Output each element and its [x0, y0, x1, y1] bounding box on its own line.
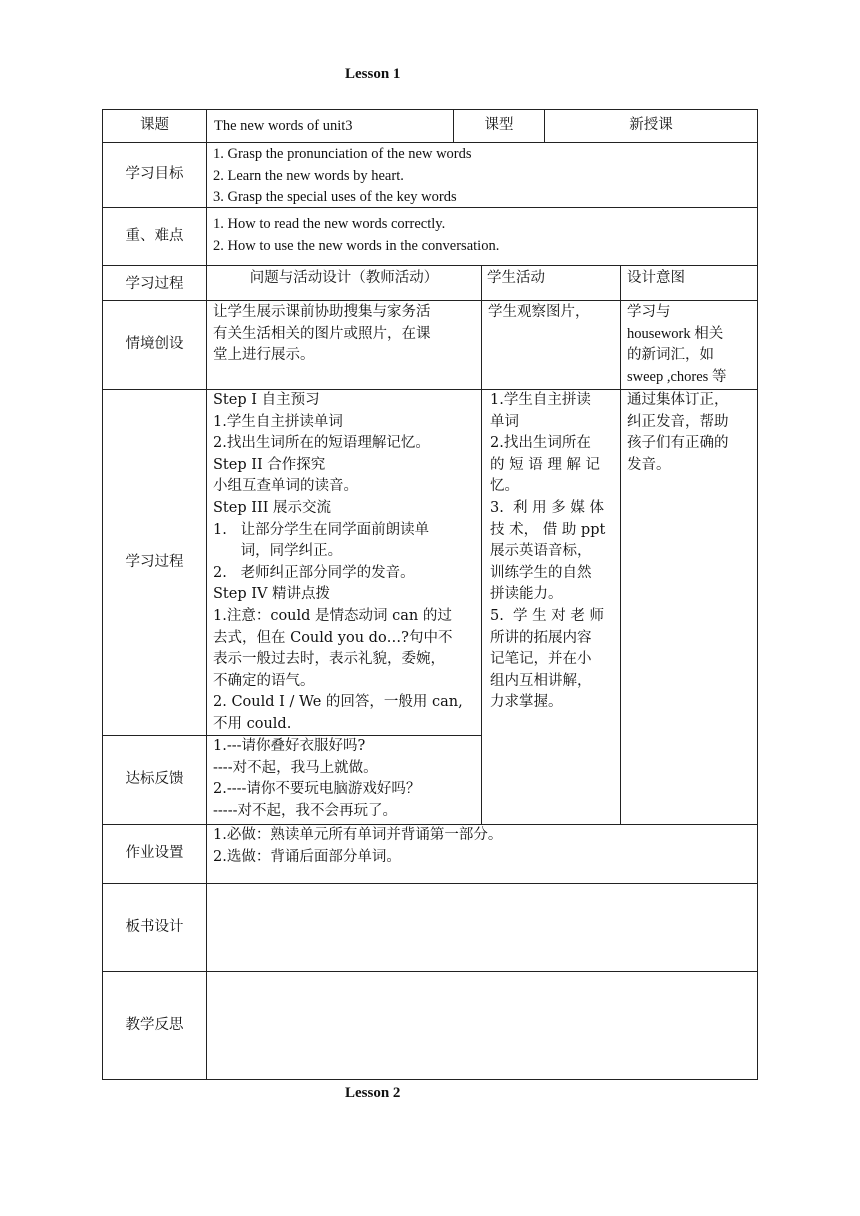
keypoints-list [207, 208, 757, 265]
text-line: 堂上进行展示。 [213, 347, 315, 364]
text-line: 1. 让部分学生在同学面前朗读单 [213, 521, 430, 538]
feedback-label: 达标反馈 [125, 771, 184, 788]
text-line: 小组互查单词的读音。 [213, 478, 358, 495]
text-line: 组内互相讲解， [490, 672, 592, 689]
text-line: 孩子们有正确的 [627, 435, 729, 452]
text-line: 2.找出生词所在 [490, 435, 591, 452]
keypoints-label: 重、难点 [125, 227, 184, 244]
lesson-type-value: 新授课 [629, 117, 673, 134]
text-line: 3. 利 用 多 媒 体 [490, 499, 604, 516]
board-design-label: 板书设计 [125, 918, 184, 935]
text-line: 发音。 [627, 456, 671, 473]
text-line: 学习与 [627, 304, 671, 320]
homework-label: 作业设置 [125, 845, 184, 862]
situation-intent [621, 301, 757, 389]
text-line: 2.找出生词所在的短语理解记忆。 [213, 435, 430, 452]
learning-student [482, 390, 620, 824]
text-line: 表示一般过去时，表示礼貌，委婉， [213, 651, 445, 668]
text-line: 去式，但在 Could you do…?句中不 [213, 629, 453, 646]
text-line: 有关生活相关的图片或照片，在课 [213, 325, 431, 342]
text-line: 让学生展示课前协助搜集与家务活 [213, 304, 431, 320]
text-line: 2. Could I / We 的回答，一般用 can, [213, 694, 463, 711]
text-line: sweep ,chores 等 [627, 368, 727, 385]
text-line: 1.注意：could 是情态动词 can 的过 [213, 607, 452, 624]
homework-list [207, 825, 757, 883]
situation-student [482, 301, 620, 389]
text-line: 拼读能力。 [490, 586, 563, 603]
text-line: -----对不起，我不会再玩了。 [213, 802, 397, 819]
learning-teacher [207, 390, 481, 735]
goal-item: 2. Learn the new words by heart. [213, 167, 404, 184]
text-line: 纠正发音，帮助 [627, 413, 729, 430]
lesson-type-label: 课型 [484, 117, 514, 134]
process-header-label: 学习过程 [125, 276, 184, 293]
text-line: 力求掌握。 [490, 694, 563, 711]
homework-item: 2.选做：背诵后面部分单词。 [213, 848, 401, 865]
text-line: 技 术， 借 助 ppt [490, 521, 606, 538]
goals-list [207, 143, 757, 207]
text-line: Step IV 精讲点拨 [213, 586, 331, 603]
text-line: Step III 展示交流 [213, 499, 332, 516]
goal-item: 1. Grasp the pronunciation of the new words [213, 146, 472, 162]
text-line: Step I 自主预习 [213, 392, 320, 408]
keypoint-item: 1. How to read the new words correctly. [213, 216, 446, 232]
text-line: 2. 老师纠正部分同学的发音。 [213, 564, 415, 581]
feedback-teacher [207, 736, 481, 824]
text-line: 5. 学 生 对 老 师 [490, 607, 604, 624]
teacher-activity-header: 问题与活动设计（教师活动） [249, 270, 439, 286]
lesson-1-title: Lesson 1 [345, 66, 401, 82]
text-line: ----对不起，我马上就做。 [213, 759, 378, 776]
design-intent-header: 设计意图 [627, 270, 685, 286]
text-line: 忆。 [490, 478, 519, 495]
goal-item: 3. Grasp the special uses of the key words [213, 189, 457, 206]
situation-label: 情境创设 [125, 336, 184, 353]
text-line: 记笔记，并在小 [490, 651, 592, 668]
text-line: 1.学生自主拼读单词 [213, 413, 343, 430]
text-line: 所讲的拓展内容 [490, 629, 592, 646]
text-line: 不确定的语气。 [213, 672, 315, 689]
learning-intent [621, 390, 757, 824]
goals-label: 学习目标 [125, 166, 184, 183]
lesson-2-title: Lesson 2 [345, 1085, 401, 1101]
text-line: Step II 合作探究 [213, 456, 326, 473]
text-line: 2.----请你不要玩电脑游戏好吗？ [213, 781, 421, 798]
student-activity-header: 学生活动 [487, 270, 545, 286]
text-line: 的 短 语 理 解 记 [490, 456, 601, 473]
text-line: 1.---请你叠好衣服好吗? [213, 738, 366, 754]
reflection-label: 教学反思 [125, 1016, 184, 1033]
text-line: 展示英语音标， [490, 543, 592, 560]
text-line: 词，同学纠正。 [213, 543, 343, 560]
text-line: housework 相关 [627, 325, 724, 342]
homework-item: 1.必做：熟读单元所有单词并背诵第一部分。 [213, 827, 503, 843]
keypoint-item: 2. How to use the new words in the conversation. [213, 237, 500, 254]
topic-label: 课题 [140, 117, 169, 134]
text-line: 1.学生自主拼读 [490, 392, 591, 408]
topic-value: The new words of unit3 [214, 118, 353, 134]
text-line: 的新词汇，如 [627, 347, 714, 364]
text-line: 单词 [490, 413, 519, 430]
text-line: 通过集体订正， [627, 392, 729, 408]
situation-teacher [207, 301, 481, 389]
text-line: 不用 could. [213, 715, 292, 732]
learning-label: 学习过程 [125, 554, 184, 571]
text-line: 学生观察图片， [488, 304, 590, 320]
text-line: 训练学生的自然 [490, 564, 592, 581]
